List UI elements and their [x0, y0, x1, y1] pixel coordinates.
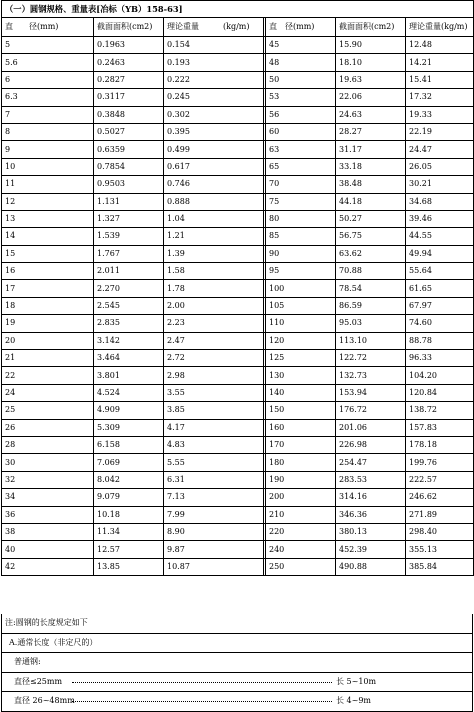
cell-diameter-right: 65: [266, 158, 336, 175]
cell-area: 1.767: [94, 245, 164, 262]
cell-weight-right: 34.68: [406, 193, 474, 210]
cell-weight-right: 138.72: [406, 402, 474, 419]
table-row: [2, 541, 474, 558]
cell-area: 0.3848: [94, 106, 164, 123]
cell-diameter-right: 85: [266, 228, 336, 245]
title-row: [2, 1, 474, 18]
table-row: [2, 332, 474, 349]
cell-diameter-right: 48: [266, 54, 336, 71]
cell-area-right: 226.98: [336, 436, 406, 453]
note-length-2-value: 长 4~9m: [336, 696, 372, 705]
cell-area: 3.142: [94, 332, 164, 349]
cell-weight: 0.193: [164, 54, 264, 71]
cell-area-right: 31.17: [336, 141, 406, 158]
cell-diameter: 36: [2, 506, 94, 523]
cell-weight: 5.55: [164, 454, 264, 471]
cell-diameter-right: 110: [266, 315, 336, 332]
cell-weight-right: 385.84: [406, 558, 474, 575]
cell-diameter: 11: [2, 176, 94, 193]
table-row: [2, 350, 474, 367]
cell-diameter-right: 140: [266, 384, 336, 401]
cell-weight: 2.98: [164, 367, 264, 384]
table-row: [2, 263, 474, 280]
cell-weight-right: 222.57: [406, 471, 474, 488]
cell-diameter: 42: [2, 558, 94, 575]
cell-weight: 2.47: [164, 332, 264, 349]
cell-weight-right: 74.60: [406, 315, 474, 332]
cell-area-right: 153.94: [336, 384, 406, 401]
cell-area-right: 314.16: [336, 489, 406, 506]
cell-weight: 0.302: [164, 106, 264, 123]
table-row: [2, 454, 474, 471]
cell-diameter: 25: [2, 402, 94, 419]
cell-diameter: 30: [2, 454, 94, 471]
cell-diameter-right: 200: [266, 489, 336, 506]
cell-diameter: 5.6: [2, 54, 94, 71]
table-row: [2, 193, 474, 210]
table-row: [2, 297, 474, 314]
cell-area: 0.9503: [94, 176, 164, 193]
cell-weight-right: 199.76: [406, 454, 474, 471]
cell-diameter: 20: [2, 332, 94, 349]
cell-weight: 1.04: [164, 210, 264, 227]
cell-weight: 1.39: [164, 245, 264, 262]
cell-area-right: 176.72: [336, 402, 406, 419]
cell-weight-right: 104.20: [406, 367, 474, 384]
cell-weight-right: 39.46: [406, 210, 474, 227]
table-row: [2, 471, 474, 488]
cell-weight: 2.23: [164, 315, 264, 332]
table-row: [2, 489, 474, 506]
cell-weight-right: 15.41: [406, 71, 474, 88]
cell-diameter: 17: [2, 280, 94, 297]
cell-area-right: 38.48: [336, 176, 406, 193]
cell-weight: 10.87: [164, 558, 264, 575]
cell-area-right: 452.39: [336, 541, 406, 558]
cell-area-right: 28.27: [336, 123, 406, 140]
cell-area-right: 283.53: [336, 471, 406, 488]
table-row: [2, 280, 474, 297]
cell-diameter: 13: [2, 210, 94, 227]
cell-area: 3.801: [94, 367, 164, 384]
cell-area: 9.079: [94, 489, 164, 506]
header-diameter-right: 直 径(mm): [266, 18, 336, 37]
cell-area: 2.835: [94, 315, 164, 332]
cell-diameter-right: 180: [266, 454, 336, 471]
table-row: [2, 245, 474, 262]
cell-weight-right: 178.18: [406, 436, 474, 453]
cell-area: 0.7854: [94, 158, 164, 175]
cell-diameter-right: 250: [266, 558, 336, 575]
cell-area-right: 86.59: [336, 297, 406, 314]
table-row: [2, 106, 474, 123]
table-row: [2, 506, 474, 523]
table-row: [2, 37, 474, 54]
cell-weight-right: 120.84: [406, 384, 474, 401]
cell-weight-right: 271.89: [406, 506, 474, 523]
header-row: [2, 18, 474, 37]
cell-diameter: 28: [2, 436, 94, 453]
cell-weight-right: 49.94: [406, 245, 474, 262]
dotted-leader: [72, 701, 332, 702]
cell-area-right: 33.18: [336, 158, 406, 175]
table-row: [2, 54, 474, 71]
cell-weight-right: 24.47: [406, 141, 474, 158]
cell-area: 0.5027: [94, 123, 164, 140]
cell-weight: 2.72: [164, 350, 264, 367]
cell-weight-right: 61.65: [406, 280, 474, 297]
cell-weight-right: 22.19: [406, 123, 474, 140]
cell-weight-right: 246.62: [406, 489, 474, 506]
table-row: [2, 210, 474, 227]
cell-weight-right: 44.55: [406, 228, 474, 245]
cell-area: 0.2463: [94, 54, 164, 71]
note-ordinary-steel: 普通钢:: [1, 653, 473, 673]
cell-diameter-right: 220: [266, 523, 336, 540]
cell-diameter-right: 190: [266, 471, 336, 488]
cell-area: 7.069: [94, 454, 164, 471]
cell-diameter: 22: [2, 367, 94, 384]
cell-diameter: 6: [2, 71, 94, 88]
table-row: [2, 123, 474, 140]
cell-area: 1.327: [94, 210, 164, 227]
table-row: [2, 523, 474, 540]
cell-diameter: 16: [2, 263, 94, 280]
cell-diameter-right: 240: [266, 541, 336, 558]
cell-area: 10.18: [94, 506, 164, 523]
cell-diameter-right: 56: [266, 106, 336, 123]
cell-diameter: 10: [2, 158, 94, 175]
header-area-right: 截面面积(cm2): [336, 18, 406, 37]
note-length-2-diameter: 直径 26~48mm: [14, 696, 75, 705]
header-weight-right: 理论重量(kg/m): [406, 18, 474, 37]
cell-diameter: 7: [2, 106, 94, 123]
cell-weight: 8.90: [164, 523, 264, 540]
cell-weight-right: 14.21: [406, 54, 474, 71]
cell-area-right: 24.63: [336, 106, 406, 123]
cell-weight: 0.222: [164, 71, 264, 88]
cell-weight: 3.85: [164, 402, 264, 419]
cell-diameter: 32: [2, 471, 94, 488]
table-row: [2, 315, 474, 332]
cell-weight: 0.154: [164, 37, 264, 54]
cell-diameter-right: 45: [266, 37, 336, 54]
cell-area-right: 78.54: [336, 280, 406, 297]
note-length-row-2: [1, 692, 473, 712]
cell-area: 0.2827: [94, 71, 164, 88]
cell-area: 2.545: [94, 297, 164, 314]
cell-weight: 1.21: [164, 228, 264, 245]
cell-diameter-right: 210: [266, 506, 336, 523]
cell-area-right: 254.47: [336, 454, 406, 471]
cell-diameter: 38: [2, 523, 94, 540]
cell-diameter: 26: [2, 419, 94, 436]
cell-diameter-right: 160: [266, 419, 336, 436]
cell-weight: 2.00: [164, 297, 264, 314]
table-row: [2, 176, 474, 193]
cell-area: 12.57: [94, 541, 164, 558]
cell-area: 3.464: [94, 350, 164, 367]
cell-area-right: 44.18: [336, 193, 406, 210]
note-section-a: A.通常长度（非定尺的）: [1, 634, 473, 654]
cell-weight: 4.83: [164, 436, 264, 453]
cell-weight: 6.31: [164, 471, 264, 488]
notes-section: [1, 614, 473, 712]
cell-diameter-right: 80: [266, 210, 336, 227]
cell-area-right: 113.10: [336, 332, 406, 349]
cell-diameter-right: 100: [266, 280, 336, 297]
cell-area: 0.3117: [94, 89, 164, 106]
cell-area: 0.1963: [94, 37, 164, 54]
cell-weight: 1.78: [164, 280, 264, 297]
header-diameter: 直 径(mm): [2, 18, 94, 37]
cell-weight-right: 30.21: [406, 176, 474, 193]
cell-area-right: 50.27: [336, 210, 406, 227]
cell-weight: 7.99: [164, 506, 264, 523]
cell-weight-right: 96.33: [406, 350, 474, 367]
cell-weight-right: 17.32: [406, 89, 474, 106]
cell-weight-right: 19.33: [406, 106, 474, 123]
cell-weight: 0.617: [164, 158, 264, 175]
table-row: [2, 228, 474, 245]
cell-weight: 0.245: [164, 89, 264, 106]
header-weight: 理论重量 (kg/m): [164, 18, 264, 37]
cell-weight-right: 88.78: [406, 332, 474, 349]
cell-diameter-right: 50: [266, 71, 336, 88]
cell-weight: 0.395: [164, 123, 264, 140]
cell-weight-right: 12.48: [406, 37, 474, 54]
cell-area-right: 346.36: [336, 506, 406, 523]
cell-weight-right: 26.05: [406, 158, 474, 175]
note-length-1-diameter: 直径≤25mm: [14, 676, 63, 686]
cell-diameter-right: 170: [266, 436, 336, 453]
cell-weight: 7.13: [164, 489, 264, 506]
cell-weight-right: 355.13: [406, 541, 474, 558]
cell-area: 1.539: [94, 228, 164, 245]
cell-area-right: 18.10: [336, 54, 406, 71]
cell-area-right: 22.06: [336, 89, 406, 106]
table-row: [2, 558, 474, 575]
cell-weight: 3.55: [164, 384, 264, 401]
cell-weight-right: 67.97: [406, 297, 474, 314]
cell-area-right: 70.88: [336, 263, 406, 280]
table-row: [2, 158, 474, 175]
cell-area-right: 15.90: [336, 37, 406, 54]
cell-area: 2.011: [94, 263, 164, 280]
cell-weight: 9.87: [164, 541, 264, 558]
cell-area-right: 132.73: [336, 367, 406, 384]
cell-weight: 4.17: [164, 419, 264, 436]
table-title: （一）圆钢规格、重量表[冶标（YB）158-63]: [2, 1, 474, 18]
cell-area: 8.042: [94, 471, 164, 488]
cell-weight: 0.746: [164, 176, 264, 193]
cell-diameter: 21: [2, 350, 94, 367]
cell-area-right: 490.88: [336, 558, 406, 575]
round-steel-table: [1, 0, 474, 576]
cell-diameter-right: 75: [266, 193, 336, 210]
cell-weight-right: 298.40: [406, 523, 474, 540]
table-row: [2, 384, 474, 401]
dotted-leader: [72, 682, 332, 683]
cell-area-right: 19.63: [336, 71, 406, 88]
cell-diameter-right: 95: [266, 263, 336, 280]
cell-area: 2.270: [94, 280, 164, 297]
cell-area-right: 201.06: [336, 419, 406, 436]
cell-diameter: 8: [2, 123, 94, 140]
cell-diameter: 19: [2, 315, 94, 332]
cell-diameter: 14: [2, 228, 94, 245]
cell-diameter-right: 120: [266, 332, 336, 349]
cell-weight-right: 55.64: [406, 263, 474, 280]
cell-area: 1.131: [94, 193, 164, 210]
cell-weight: 0.499: [164, 141, 264, 158]
table-row: [2, 71, 474, 88]
cell-area: 4.524: [94, 384, 164, 401]
table-row: [2, 436, 474, 453]
cell-diameter-right: 130: [266, 367, 336, 384]
table-row: [2, 141, 474, 158]
cell-diameter: 9: [2, 141, 94, 158]
cell-area: 4.909: [94, 402, 164, 419]
cell-diameter: 34: [2, 489, 94, 506]
header-area: 截面面积(cm2): [94, 18, 164, 37]
cell-diameter-right: 150: [266, 402, 336, 419]
table-row: [2, 419, 474, 436]
cell-diameter: 5: [2, 37, 94, 54]
cell-diameter-right: 70: [266, 176, 336, 193]
cell-diameter: 6.3: [2, 89, 94, 106]
cell-area-right: 122.72: [336, 350, 406, 367]
cell-weight: 0.888: [164, 193, 264, 210]
cell-weight-right: 157.83: [406, 419, 474, 436]
cell-area-right: 63.62: [336, 245, 406, 262]
cell-weight: 1.58: [164, 263, 264, 280]
cell-diameter: 24: [2, 384, 94, 401]
cell-diameter-right: 63: [266, 141, 336, 158]
cell-area: 11.34: [94, 523, 164, 540]
cell-diameter-right: 53: [266, 89, 336, 106]
cell-diameter: 40: [2, 541, 94, 558]
cell-diameter: 18: [2, 297, 94, 314]
note-text: 注:圆钢的长度规定如下: [1, 614, 473, 634]
note-length-row-1: [1, 673, 473, 693]
cell-diameter-right: 90: [266, 245, 336, 262]
cell-area: 13.85: [94, 558, 164, 575]
cell-area-right: 95.03: [336, 315, 406, 332]
cell-diameter-right: 105: [266, 297, 336, 314]
table-row: [2, 402, 474, 419]
cell-diameter: 12: [2, 193, 94, 210]
table-row: [2, 89, 474, 106]
note-length-1-value: 长 5~10m: [336, 676, 377, 686]
cell-area: 0.6359: [94, 141, 164, 158]
cell-area-right: 56.75: [336, 228, 406, 245]
cell-area: 5.309: [94, 419, 164, 436]
cell-diameter: 15: [2, 245, 94, 262]
cell-area-right: 380.13: [336, 523, 406, 540]
cell-area: 6.158: [94, 436, 164, 453]
cell-diameter-right: 60: [266, 123, 336, 140]
table-row: [2, 367, 474, 384]
cell-diameter-right: 125: [266, 350, 336, 367]
